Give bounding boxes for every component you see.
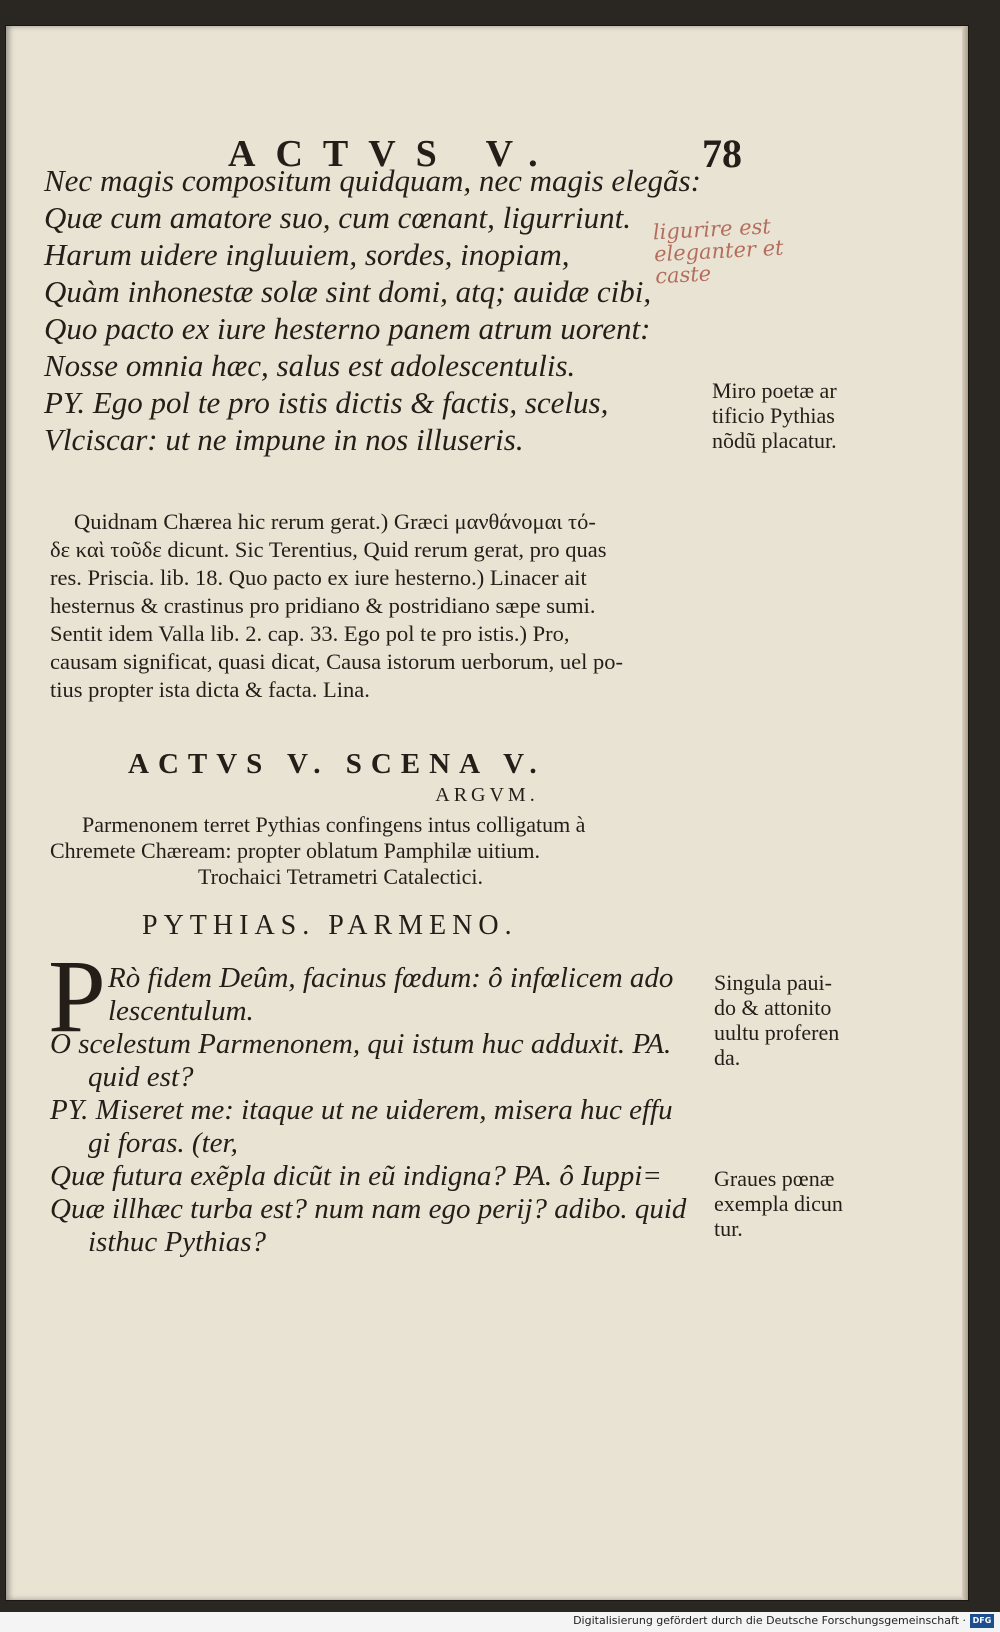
book-page xyxy=(6,26,968,1600)
dialogue-line: PY. Miseret me: itaque ut ne uiderem, misera huc effu xyxy=(50,1094,673,1126)
digitization-credit: Digitalisierung gefördert durch die Deutsche Forschungsgemeinschaft · xyxy=(573,1614,966,1627)
argument-line: Chremete Chæream: propter oblatum Pamphilæ uitium. xyxy=(50,838,541,863)
verse-block xyxy=(44,162,701,458)
dialogue-line: Quæ futura exẽpla dicũt in eũ indigna? PA. ô Iuppi= xyxy=(50,1160,662,1192)
dialogue-line: Rò fidem Deûm, facinus fœdum: ô infœlicem ado xyxy=(108,962,674,994)
dialogue-line: isthuc Pythias? xyxy=(88,1226,267,1258)
commentary-line: Quidnam Chærea hic rerum gerat.) Græci μανθάνομαι τό- xyxy=(74,509,596,534)
commentary-block xyxy=(50,508,623,704)
verse-line: PY. Ego pol te pro istis dictis & factis, scelus, xyxy=(44,385,609,420)
dialogue-block xyxy=(50,962,686,1259)
commentary-line: hesternus & crastinus pro pridiano & postridiano sæpe sumi. xyxy=(50,593,596,618)
footer-bar xyxy=(0,1612,1000,1632)
verse-line: Quàm inhonestæ solæ sint domi, atq; auidæ cibi, xyxy=(44,274,652,309)
dialogue-line: gi foras. (ter, xyxy=(88,1127,238,1159)
commentary-line: δε καὶ τοῦδε dicunt. Sic Terentius, Quid rerum gerat, pro quas xyxy=(50,537,607,562)
verse-line: Harum uidere ingluuiem, sordes, inopiam, xyxy=(44,237,570,272)
argument-block xyxy=(50,812,585,890)
commentary-line: tius propter ista dicta & facta. Lina. xyxy=(50,677,370,702)
dialogue-line: lescentulum. xyxy=(108,995,254,1027)
dialogue-line: O scelestum Parmenonem, qui istum huc adduxit. PA. xyxy=(50,1028,672,1060)
commentary-line: causam significat, quasi dicat, Causa istorum uerborum, uel po- xyxy=(50,649,623,674)
verse-line: Vlciscar: ut ne impune in nos illuseris. xyxy=(44,422,524,457)
handwritten-annotation: ligurire est eleganter et caste xyxy=(652,214,785,289)
verse-line: Quo pacto ex iure hesterno panem atrum uorent: xyxy=(44,311,651,346)
commentary-line: res. Priscia. lib. 18. Quo pacto ex iure hesterno.) Linacer ait xyxy=(50,565,587,590)
argument-line: Parmenonem terret Pythias confingens intus colligatum à xyxy=(82,812,586,837)
verse-line: Nosse omnia hæc, salus est adolescentulis. xyxy=(44,348,576,383)
argument-label: ARGVM. xyxy=(435,784,539,806)
dramatis-personae: PYTHIAS. PARMENO. xyxy=(142,910,518,941)
folio-number: 78 xyxy=(702,131,742,176)
commentary-line: Sentit idem Valla lib. 2. cap. 33. Ego pol te pro istis.) Pro, xyxy=(50,621,570,646)
dialogue-line: quid est? xyxy=(88,1061,194,1093)
margin-note: Singula paui- do & attonito uultu proferen da. xyxy=(714,970,840,1070)
dialogue-line: Quæ illhæc turba est? num nam ego perij? adibo. quid xyxy=(50,1193,687,1225)
dfg-logo-icon: DFG xyxy=(970,1614,994,1628)
page-edge xyxy=(962,26,968,1600)
scene-heading: ACTVS V. SCENA V. xyxy=(128,748,546,780)
verse-line: Nec magis compositum quidquam, nec magis elegãs: xyxy=(44,163,701,198)
argument-line: Trochaici Tetrametri Catalectici. xyxy=(198,864,483,889)
margin-note: Graues pœnæ exempla dicun tur. xyxy=(714,1166,843,1241)
running-title: ACTVS V. xyxy=(228,133,558,175)
verse-line: Quæ cum amatore suo, cum cœnant, ligurriunt. xyxy=(44,200,631,235)
margin-note: Miro poetæ ar tificio Pythias nõdũ placatur. xyxy=(712,378,837,453)
drop-capital: P xyxy=(48,939,106,1054)
